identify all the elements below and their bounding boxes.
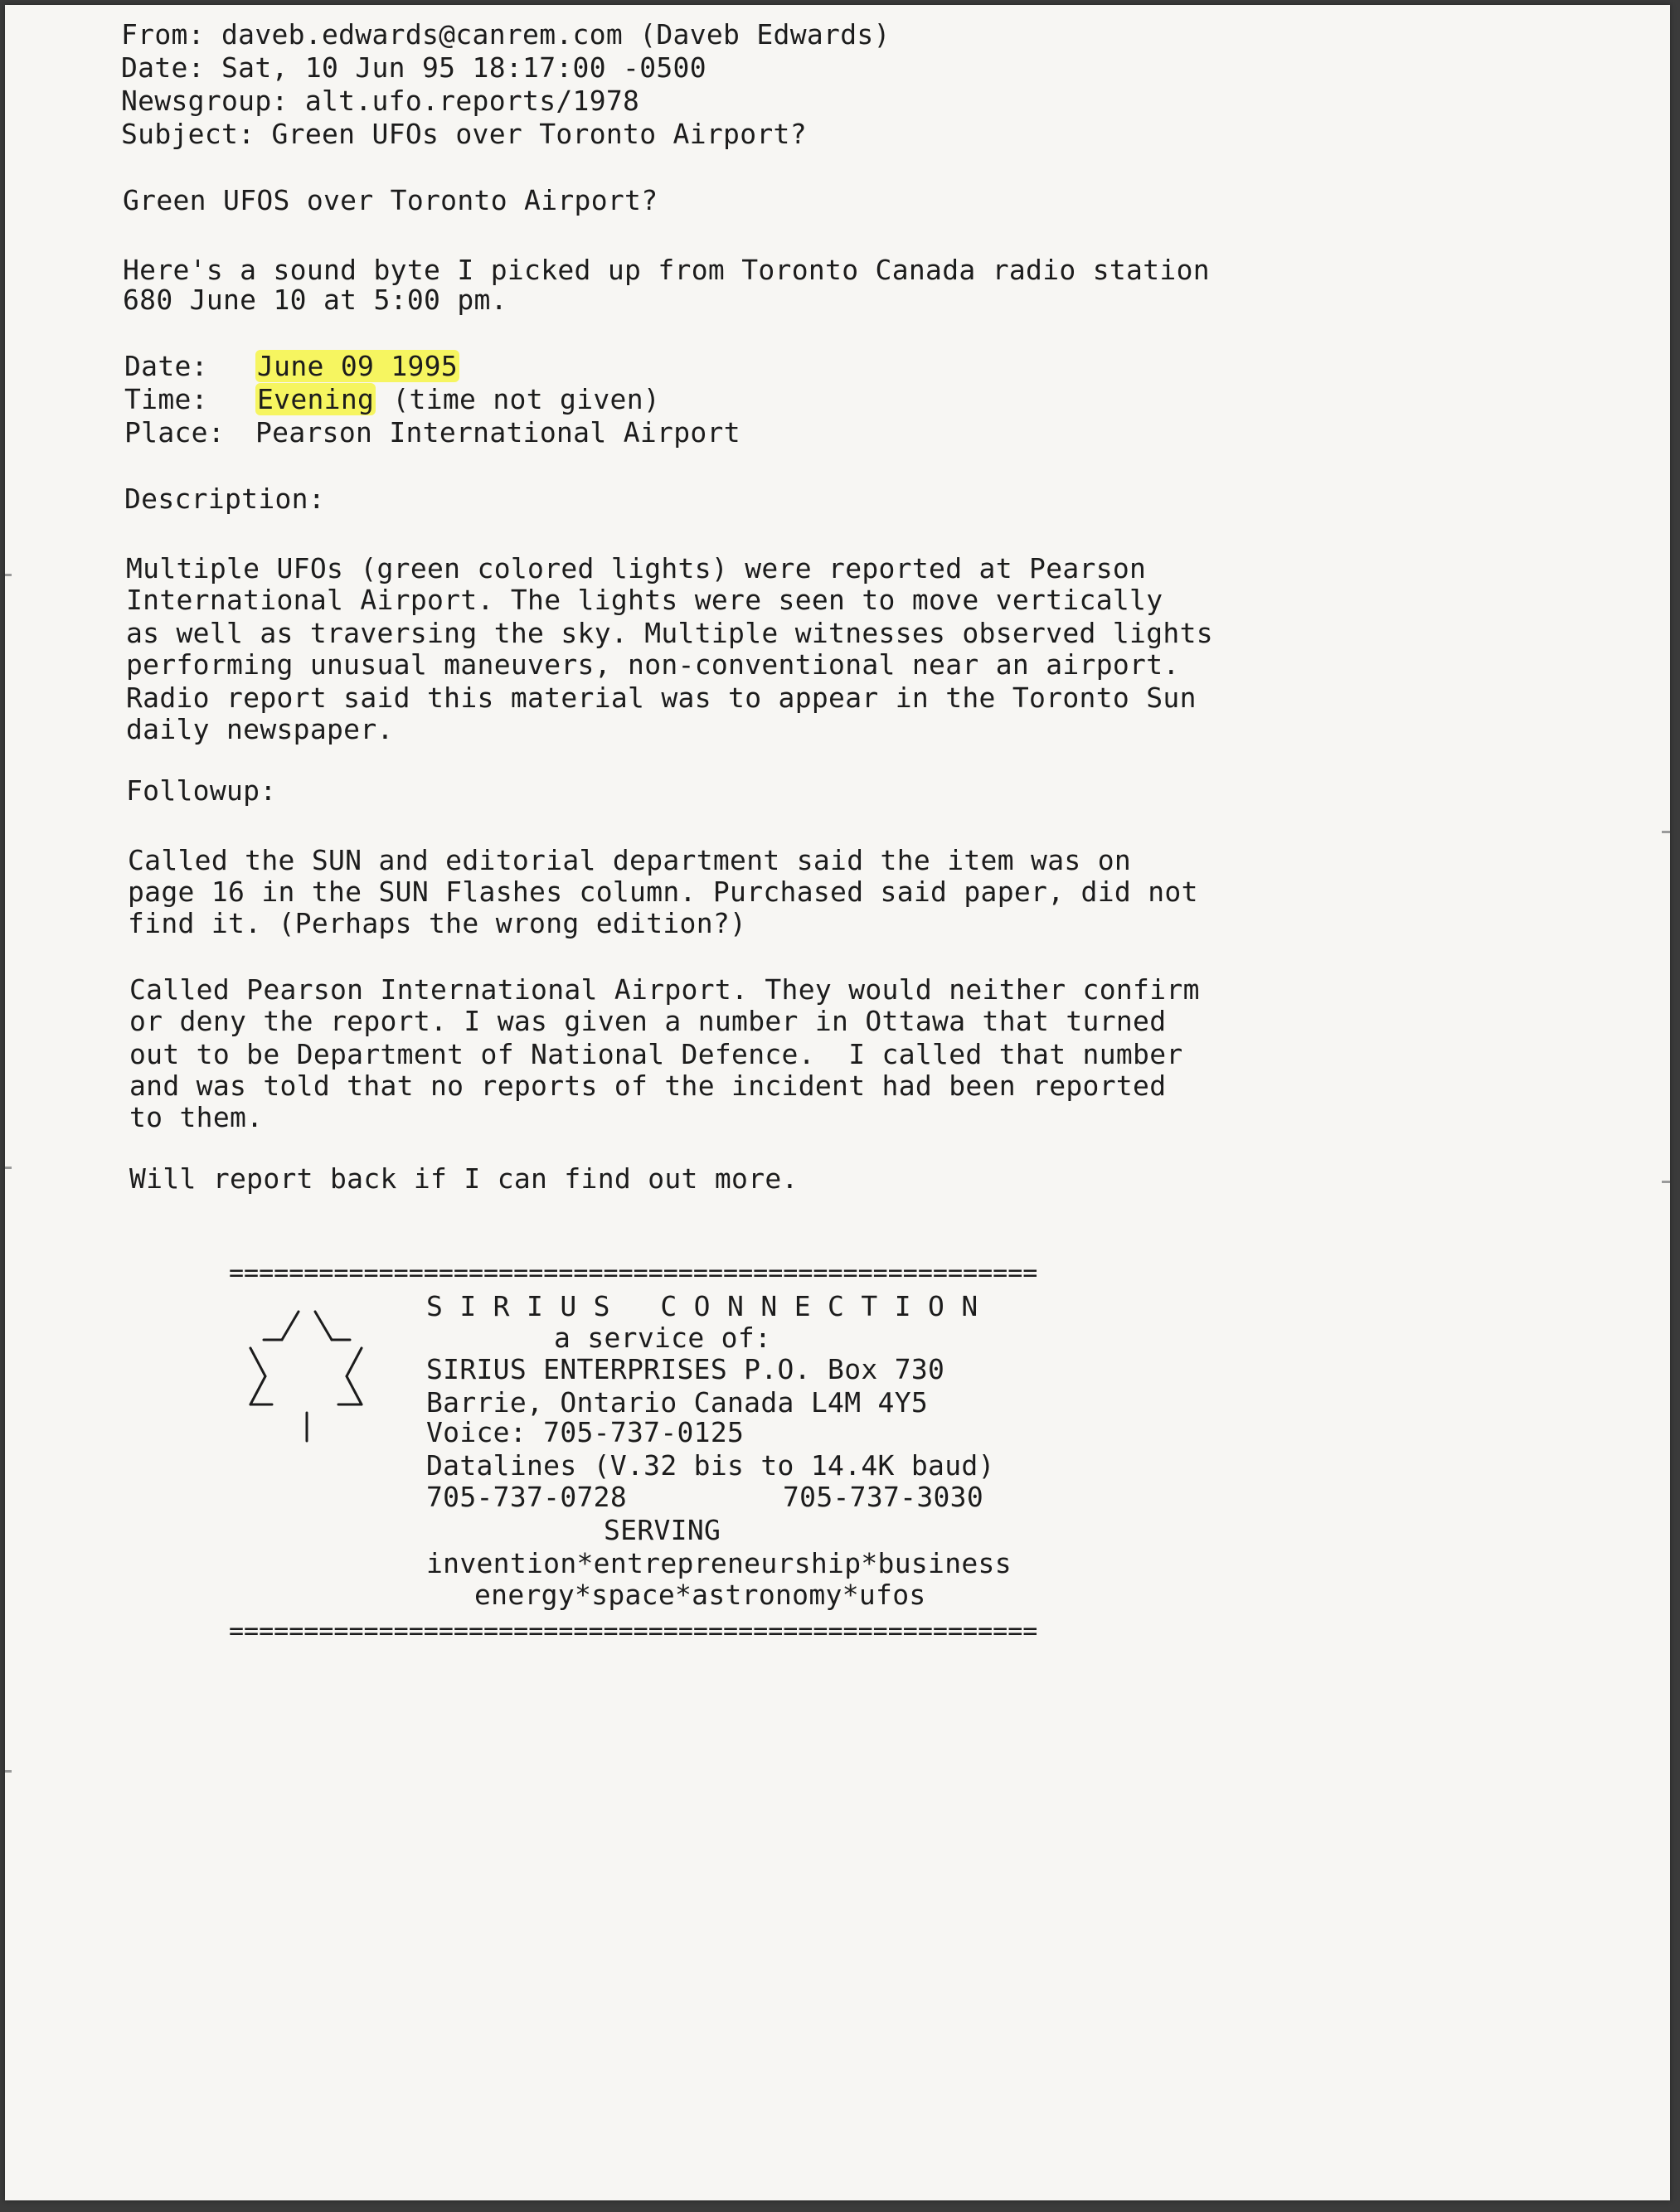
field-date-value: June 09 1995 — [257, 350, 459, 382]
grid-line — [5, 1770, 12, 1773]
closing-line: Will report back if I can find out more. — [129, 1162, 799, 1195]
intro-line: Here's a sound byte I picked up from Toronto Canada radio station — [123, 254, 1210, 286]
grid-line — [1662, 831, 1670, 833]
signature-phone-1: 705-737-0728 — [426, 1481, 628, 1513]
field-time-label: Time: — [124, 383, 208, 415]
grid-line — [5, 574, 12, 576]
followup-heading: Followup: — [126, 774, 277, 807]
signature-tags-1: invention*entrepreneurship*business — [426, 1547, 1012, 1579]
followup-line: or deny the report. I was given a number in Ottawa that turned — [129, 1005, 1167, 1037]
grid-line — [5, 1167, 12, 1169]
star-logo-icon — [239, 1307, 380, 1489]
signature-service: a service of: — [554, 1322, 772, 1354]
description-heading: Description: — [124, 483, 326, 515]
field-date-label: Date: — [124, 350, 208, 382]
description-line: International Airport. The lights were seen to move vertically — [126, 584, 1163, 616]
signature-datalines: Datalines (V.32 bis to 14.4K baud) — [426, 1449, 995, 1482]
grid-line — [1662, 1181, 1670, 1183]
header-from: From: daveb.edwards@canrem.com (Daveb Edwards) — [121, 18, 891, 51]
signature-name: S I R I U S C O N N E C T I O N — [426, 1290, 978, 1322]
description-line: as well as traversing the sky. Multiple witnesses observed lights — [126, 617, 1213, 649]
header-date: Date: Sat, 10 Jun 95 18:17:00 -0500 — [121, 51, 706, 84]
followup-line: Called Pearson International Airport. They would neither confirm — [129, 973, 1200, 1006]
intro-line: 680 June 10 at 5:00 pm. — [123, 284, 507, 316]
field-place-label: Place: — [124, 416, 226, 449]
field-time-value-highlight: Evening — [257, 383, 375, 415]
signature-serving: SERVING — [604, 1514, 721, 1546]
field-place — [124, 416, 740, 449]
followup-line: Called the SUN and editorial department said the item was on — [128, 844, 1132, 876]
followup-line: out to be Department of National Defence. I called that number — [129, 1038, 1183, 1070]
header-newsgroup: Newsgroup: alt.ufo.reports/1978 — [121, 85, 640, 117]
field-place-value: Pearson International Airport — [255, 416, 740, 449]
followup-line: and was told that no reports of the incident had been reported — [129, 1070, 1167, 1102]
signature-address-2: Barrie, Ontario Canada L4M 4Y5 — [426, 1386, 929, 1419]
post-title: Green UFOS over Toronto Airport? — [123, 184, 658, 216]
signature-rule-top: ====================================================== — [229, 1259, 1038, 1288]
signature-address-1: SIRIUS ENTERPRISES P.O. Box 730 — [426, 1353, 945, 1385]
description-line: performing unusual maneuvers, non-conventional near an airport. — [126, 648, 1180, 681]
followup-line: to them. — [129, 1101, 264, 1133]
field-time-value-rest: (time not given) — [376, 383, 661, 415]
field-date — [124, 350, 459, 383]
signature-phone-2: 705-737-3030 — [783, 1481, 984, 1513]
signature-rule-bottom: ====================================================== — [229, 1617, 1038, 1646]
followup-line: find it. (Perhaps the wrong edition?) — [128, 907, 747, 939]
description-line: Radio report said this material was to appear in the Toronto Sun — [126, 682, 1197, 714]
signature-tags-2: energy*space*astronomy*ufos — [474, 1579, 926, 1611]
followup-line: page 16 in the SUN Flashes column. Purchased said paper, did not — [128, 876, 1198, 908]
description-line: daily newspaper. — [126, 713, 394, 745]
description-line: Multiple UFOs (green colored lights) were reported at Pearson — [126, 552, 1147, 585]
field-time — [124, 383, 660, 416]
header-subject: Subject: Green UFOs over Toronto Airport? — [121, 118, 807, 150]
signature-voice: Voice: 705-737-0125 — [426, 1416, 745, 1448]
